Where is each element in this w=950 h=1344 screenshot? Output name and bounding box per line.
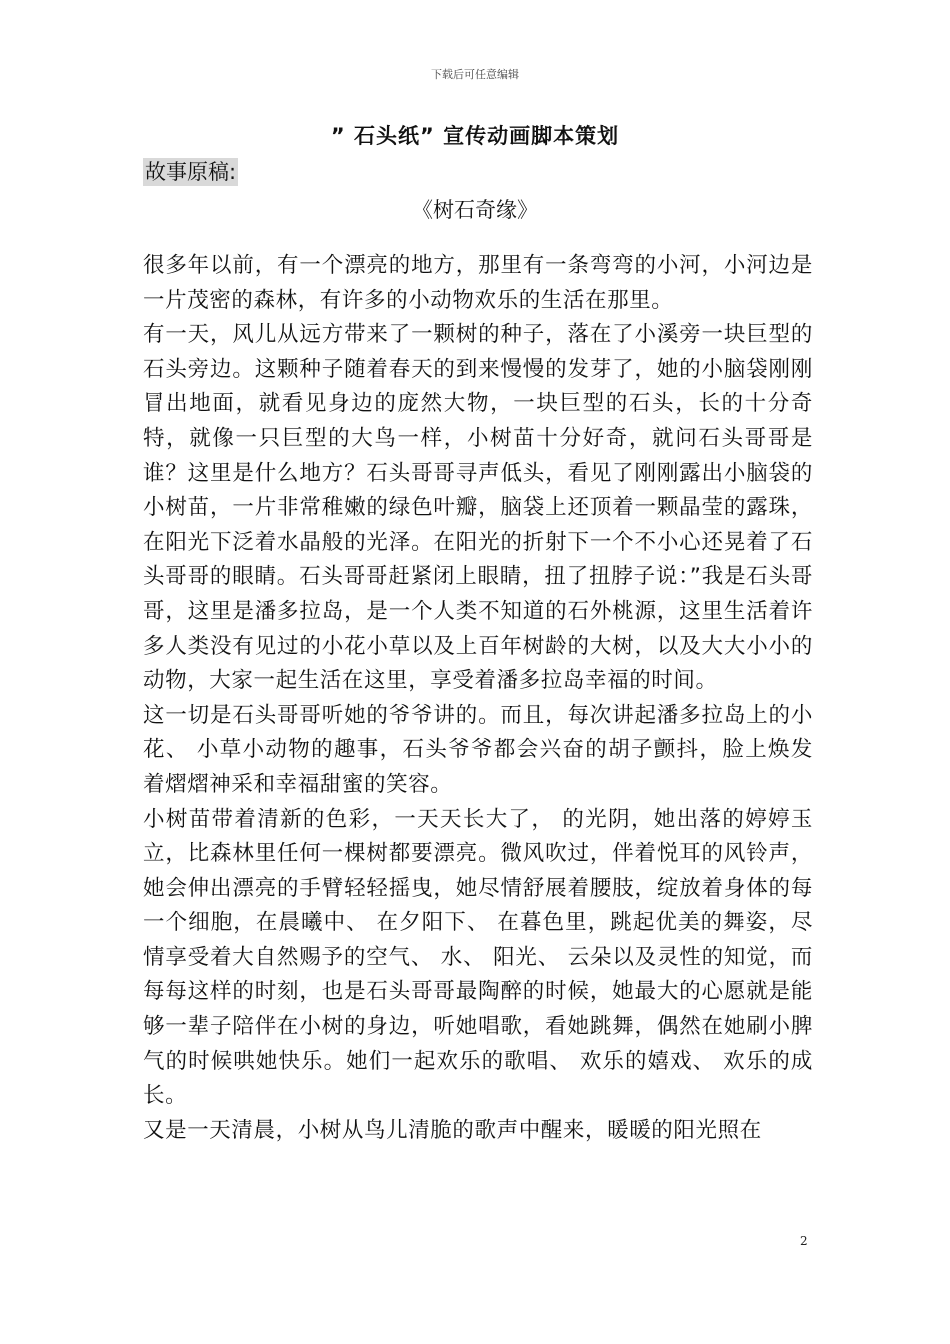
story-paragraph: 有一天，风儿从远方带来了一颗树的种子，落在了小溪旁一块巨型的石头旁边。这颗种子随着春天的到来慢慢的发芽了，她的小脑袋刚刚冒出地面，就看见身边的庞然大物，一块巨型的石头，长的十分奇特，就像一只巨型的大鸟一样，小树苗十分好奇，就问石头哥哥是谁？这里是什么地方？石头哥哥寻声低头，看见了刚刚露出小脑袋的小树苗，一片非常稚嫩的绿色叶瓣，脑袋上还顶着一颗晶莹的露珠，在阳光下泛着水晶般的光泽。在阳光的折射下一个不小心还晃着了石头哥哥的眼睛。石头哥哥赶紧闭上眼睛，扭了扭脖子说：”我是石头哥哥，这里是潘多拉岛，是一个人类不知道的石外桃源，这里生活着许多人类没有见过的小花小草以及上百年树龄的大树，以及大大小小的动物，大家一起生活在这里，享受着潘多拉岛幸福的时间。 <box>143 322 813 694</box>
story-paragraph: 又是一天清晨，小树从鸟儿清脆的歌声中醒来，暖暖的阳光照在 <box>143 1117 762 1143</box>
section-label: 故事原稿: <box>145 160 237 184</box>
story-body <box>143 249 813 1148</box>
document-title: ” 石头纸” 宣传动画脚本策划 <box>330 124 620 148</box>
page-header-note: 下载后可任意编辑 <box>431 68 519 81</box>
story-title: 《树石奇缘》 <box>412 198 538 222</box>
story-paragraph: 很多年以前，有一个漂亮的地方，那里有一条弯弯的小河，小河边是一片茂密的森林，有许多的小动物欢乐的生活在那里。 <box>143 253 813 313</box>
story-paragraph: 这一切是石头哥哥听她的爷爷讲的。而且，每次讲起潘多拉岛上的小花、 小草小动物的趣事，石头爷爷都会兴奋的胡子颤抖，脸上焕发着熠熠神采和幸福甜蜜的笑容。 <box>143 702 813 797</box>
story-paragraph: 小树苗带着清新的色彩，一天天长大了， 的光阴，她出落的婷婷玉立，比森林里任何一棵树都要漂亮。微风吹过，伴着悦耳的风铃声，她会伸出漂亮的手臂轻轻摇曳，她尽情舒展着腰肢，绽放着身体的每一个细胞，在晨曦中、 在夕阳下、 在暮色里，跳起优美的舞姿，尽情享受着大自然赐予的空气、 水、 阳光、 云朵以及灵性的知觉，而每每这样的时刻，也是石头哥哥最陶醉的时候，她最大的心愿就是能够一辈子陪伴在小树的身边，听她唱歌，看她跳舞，偶然在她刷小脾气的时候哄她快乐。她们一起欢乐的歌唱、 欢乐的嬉戏、 欢乐的成长。 <box>143 806 813 1109</box>
page-number: 2 <box>800 1234 808 1248</box>
